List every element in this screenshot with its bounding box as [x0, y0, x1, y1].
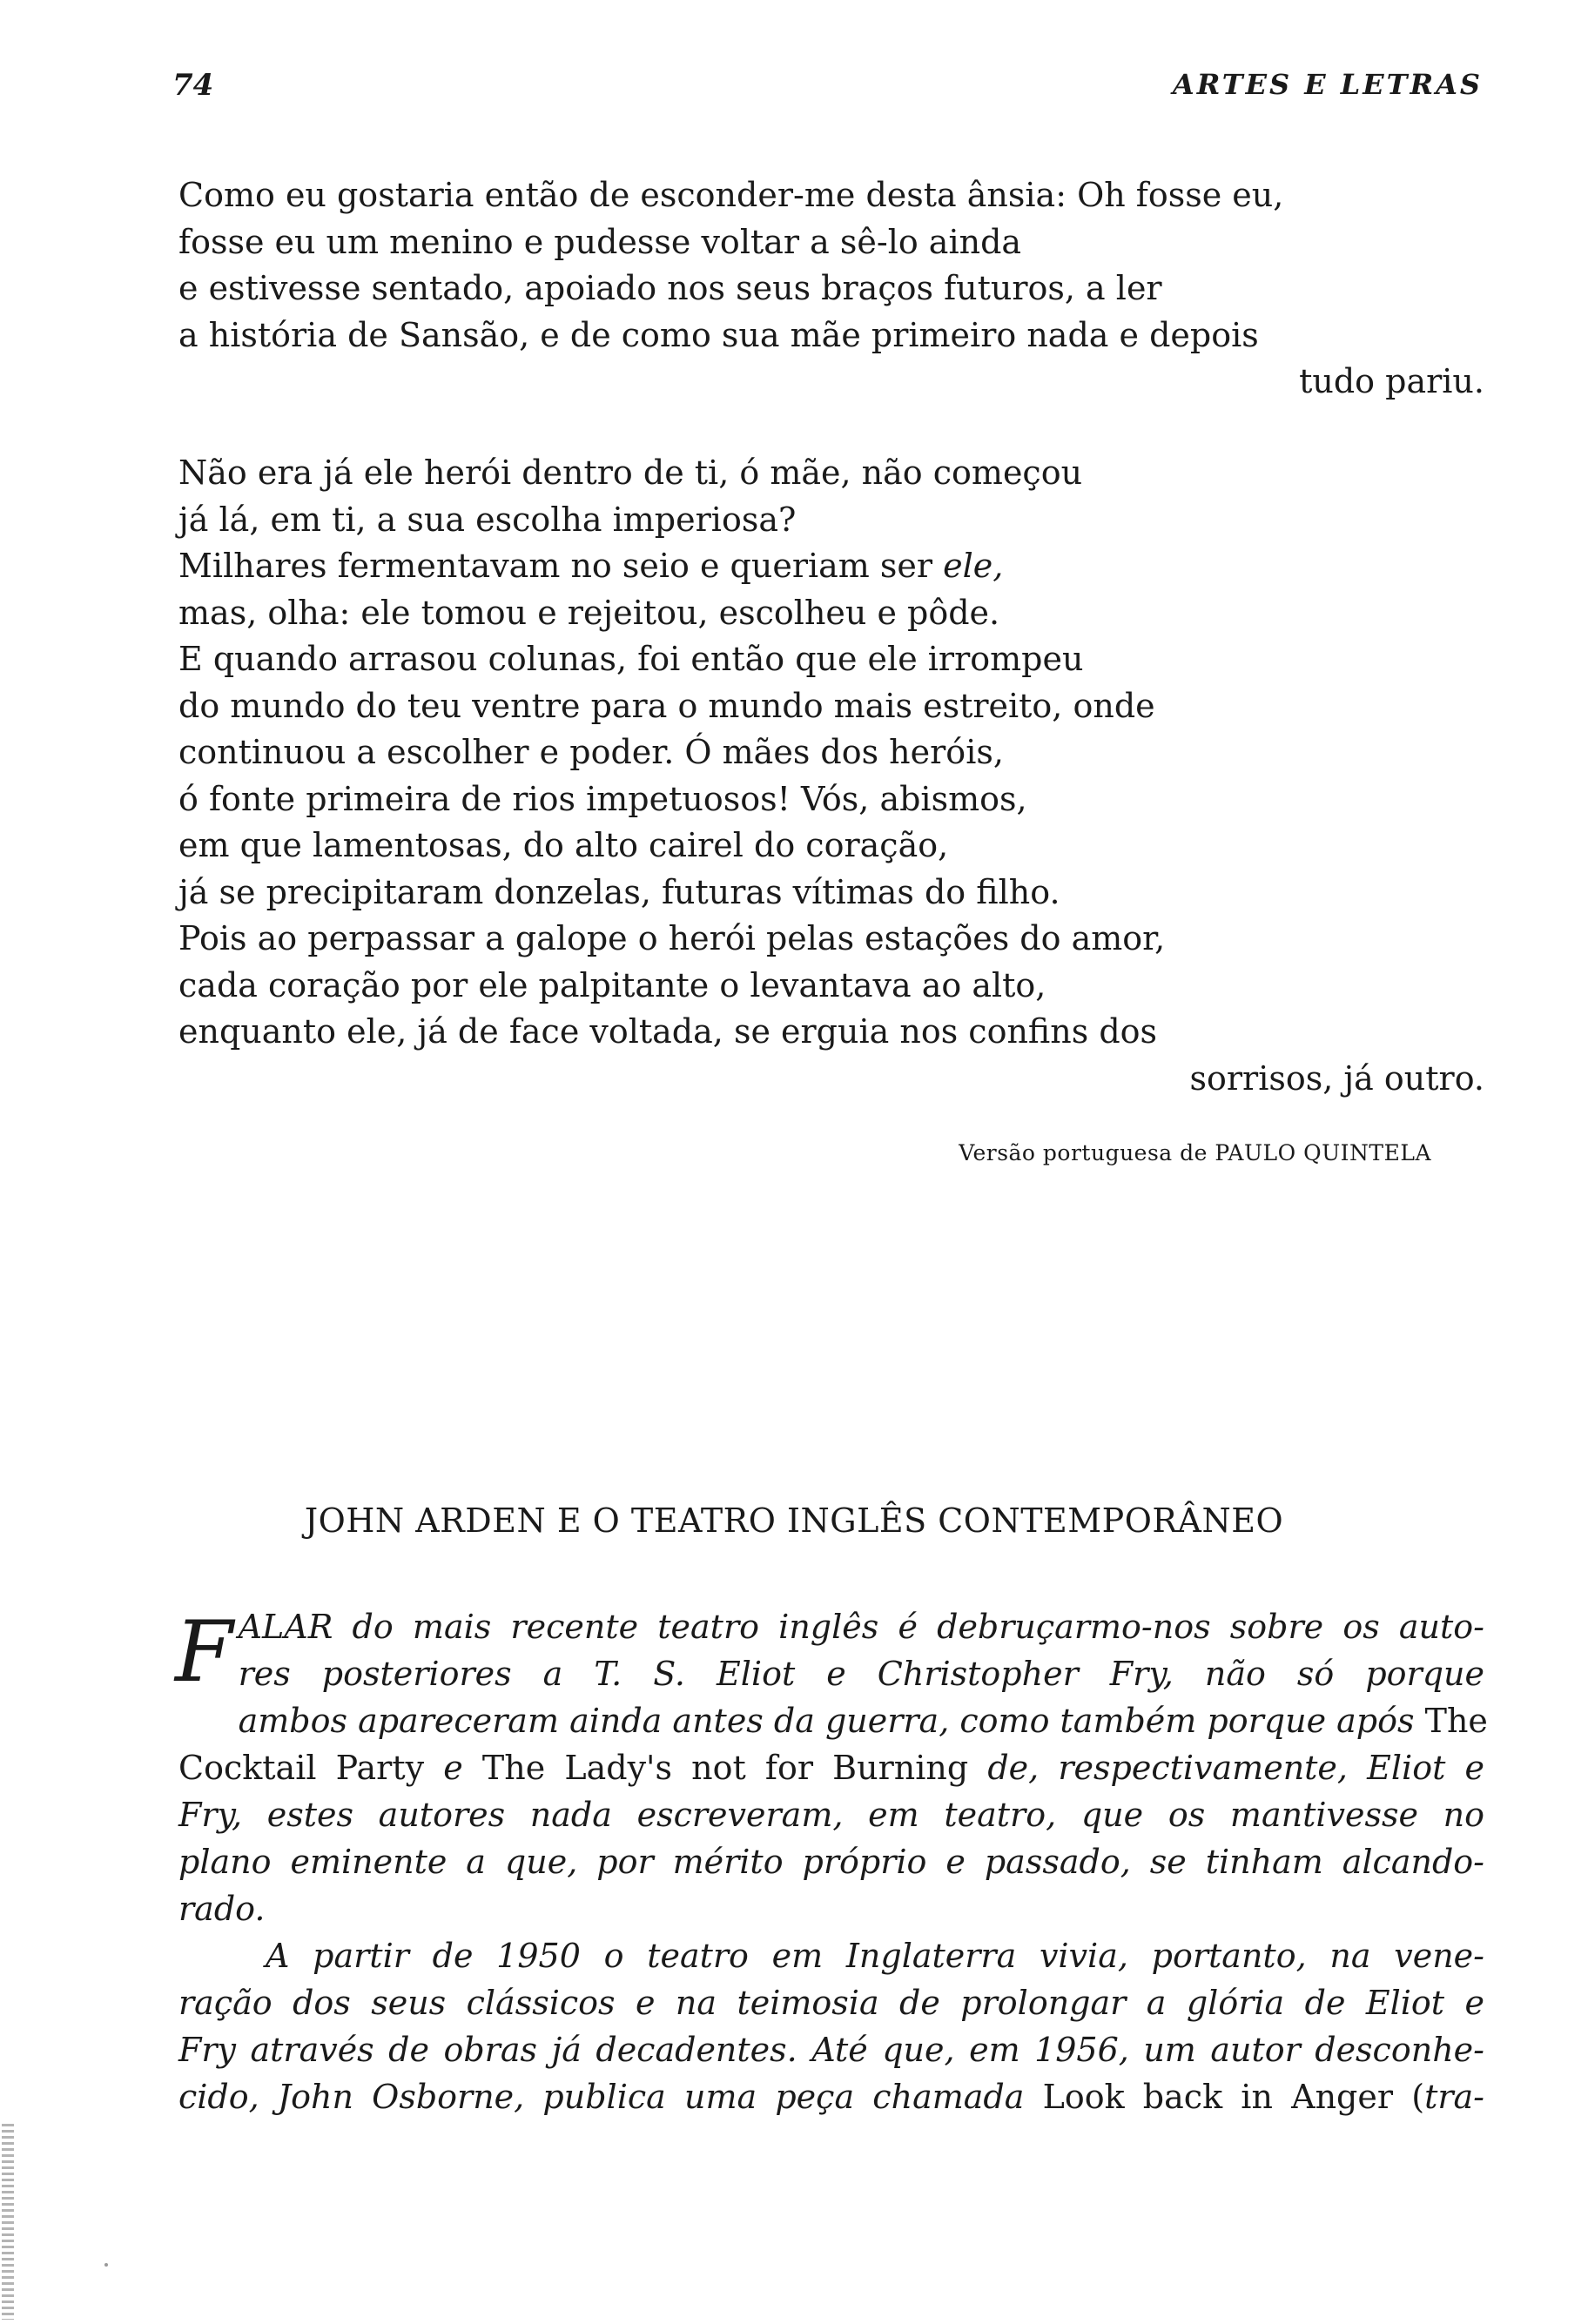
- poem-line-emphasis: ele,: [943, 547, 1004, 585]
- text-span: e: [424, 1749, 482, 1787]
- poem-line: [178, 543, 1484, 590]
- paragraph-2: [178, 1932, 1484, 2120]
- poem-line: tudo pariu.: [1299, 362, 1484, 400]
- text-span: The Lady's not for Burning: [481, 1749, 969, 1787]
- text-line: [178, 1744, 1484, 1791]
- poem-line: cada coração por ele palpitante o levantava ao alto,: [178, 965, 1046, 1004]
- text-line: ração dos seus clássicos e na teimosia de prolongar a glória de Eliot e: [178, 1984, 1484, 2022]
- text-line: res posteriores a T. S. Eliot e Christopher Fry, não só porque: [238, 1655, 1484, 1693]
- poem-line: enquanto ele, já de face voltada, se erguia nos confins dos: [178, 1012, 1158, 1051]
- article-title: JOHN ARDEN E O TEATRO INGLÊS CONTEMPORÂNEO: [304, 1501, 1284, 1540]
- poem-stanza-2: [178, 450, 1484, 1102]
- page-header: [172, 68, 1483, 111]
- text-line: [178, 1697, 1488, 1744]
- poem-line: em que lamentosas, do alto cairel do coração,: [178, 826, 949, 864]
- poem-line-text: Milhares fermentavam no seio e queriam ser: [178, 547, 944, 585]
- poem-line: do mundo do teu ventre para o mundo mais estreito, onde: [178, 686, 1155, 725]
- text-line: Fry através de obras já decadentes. Até que, em 1956, um autor desconhe-: [178, 2031, 1484, 2069]
- drop-cap: F: [175, 1603, 233, 1701]
- text-span: The: [1424, 1702, 1488, 1740]
- poem-line: a história de Sansão, e de como sua mãe primeiro nada e depois: [178, 315, 1259, 354]
- poem-line: já se precipitaram donzelas, futuras vítimas do filho.: [178, 872, 1060, 911]
- poem-line: fosse eu um menino e pudesse voltar a sê-lo ainda: [178, 222, 1022, 261]
- text-span: ambos apareceram ainda antes da guerra, como também porque após: [238, 1702, 1425, 1740]
- text-line: rado.: [178, 1890, 266, 1928]
- poem-line: já lá, em ti, a sua escolha imperiosa?: [178, 500, 797, 539]
- page-number: 74: [172, 68, 214, 103]
- poem-line: Como eu gostaria então de esconder-me desta ânsia: Oh fosse eu,: [178, 176, 1284, 214]
- text-span: Cocktail Party: [178, 1749, 425, 1787]
- text-line: Fry, estes autores nada escreveram, em teatro, que os mantivesse no: [178, 1796, 1484, 1834]
- text-span: cido, John Osborne, publica uma peça chamada: [178, 2078, 1043, 2116]
- poem-line: Não era já ele herói dentro de ti, ó mãe, não começou: [178, 453, 1083, 492]
- text-line: ALAR do mais recente teatro inglês é debruçarmo-nos sobre os auto-: [238, 1608, 1484, 1646]
- poem-line: sorrisos, já outro.: [1189, 1058, 1484, 1098]
- poem-line: mas, olha: ele tomou e rejeitou, escolheu e pôde.: [178, 593, 1000, 632]
- text-span: Look back in Anger: [1042, 2078, 1394, 2116]
- text-line: plano eminente a que, por mérito próprio e passado, se tinham alcando-: [178, 1843, 1484, 1881]
- text-span: tra-: [1424, 2078, 1484, 2116]
- text-span: de, respectivamente, Eliot e: [968, 1749, 1484, 1787]
- text-line: A partir de 1950 o teatro em Inglaterra vivia, portanto, na vene-: [266, 1937, 1484, 1975]
- translation-credit: Versão portuguesa de PAULO QUINTELA: [959, 1140, 1431, 1165]
- poem-line: ó fonte primeira de rios impetuosos! Vós, abismos,: [178, 779, 1027, 818]
- poem-line: continuou a escolher e poder. Ó mães dos heróis,: [178, 733, 1004, 771]
- paragraph-1: [175, 1603, 1488, 1932]
- running-head: ARTES E LETRAS: [1172, 68, 1483, 101]
- scan-edge-artifact: [2, 2124, 14, 2320]
- scan-speck: [104, 2263, 108, 2267]
- poem-line: e estivesse sentado, apoiado nos seus braços futuros, a ler: [178, 269, 1162, 307]
- poem-line: Pois ao perpassar a galope o herói pelas estações do amor,: [178, 919, 1166, 957]
- poem-stanza-1: [178, 172, 1484, 406]
- poem-line: E quando arrasou colunas, foi então que ele irrompeu: [178, 640, 1084, 678]
- text-line: [178, 2073, 1484, 2120]
- text-span: (: [1393, 2078, 1425, 2116]
